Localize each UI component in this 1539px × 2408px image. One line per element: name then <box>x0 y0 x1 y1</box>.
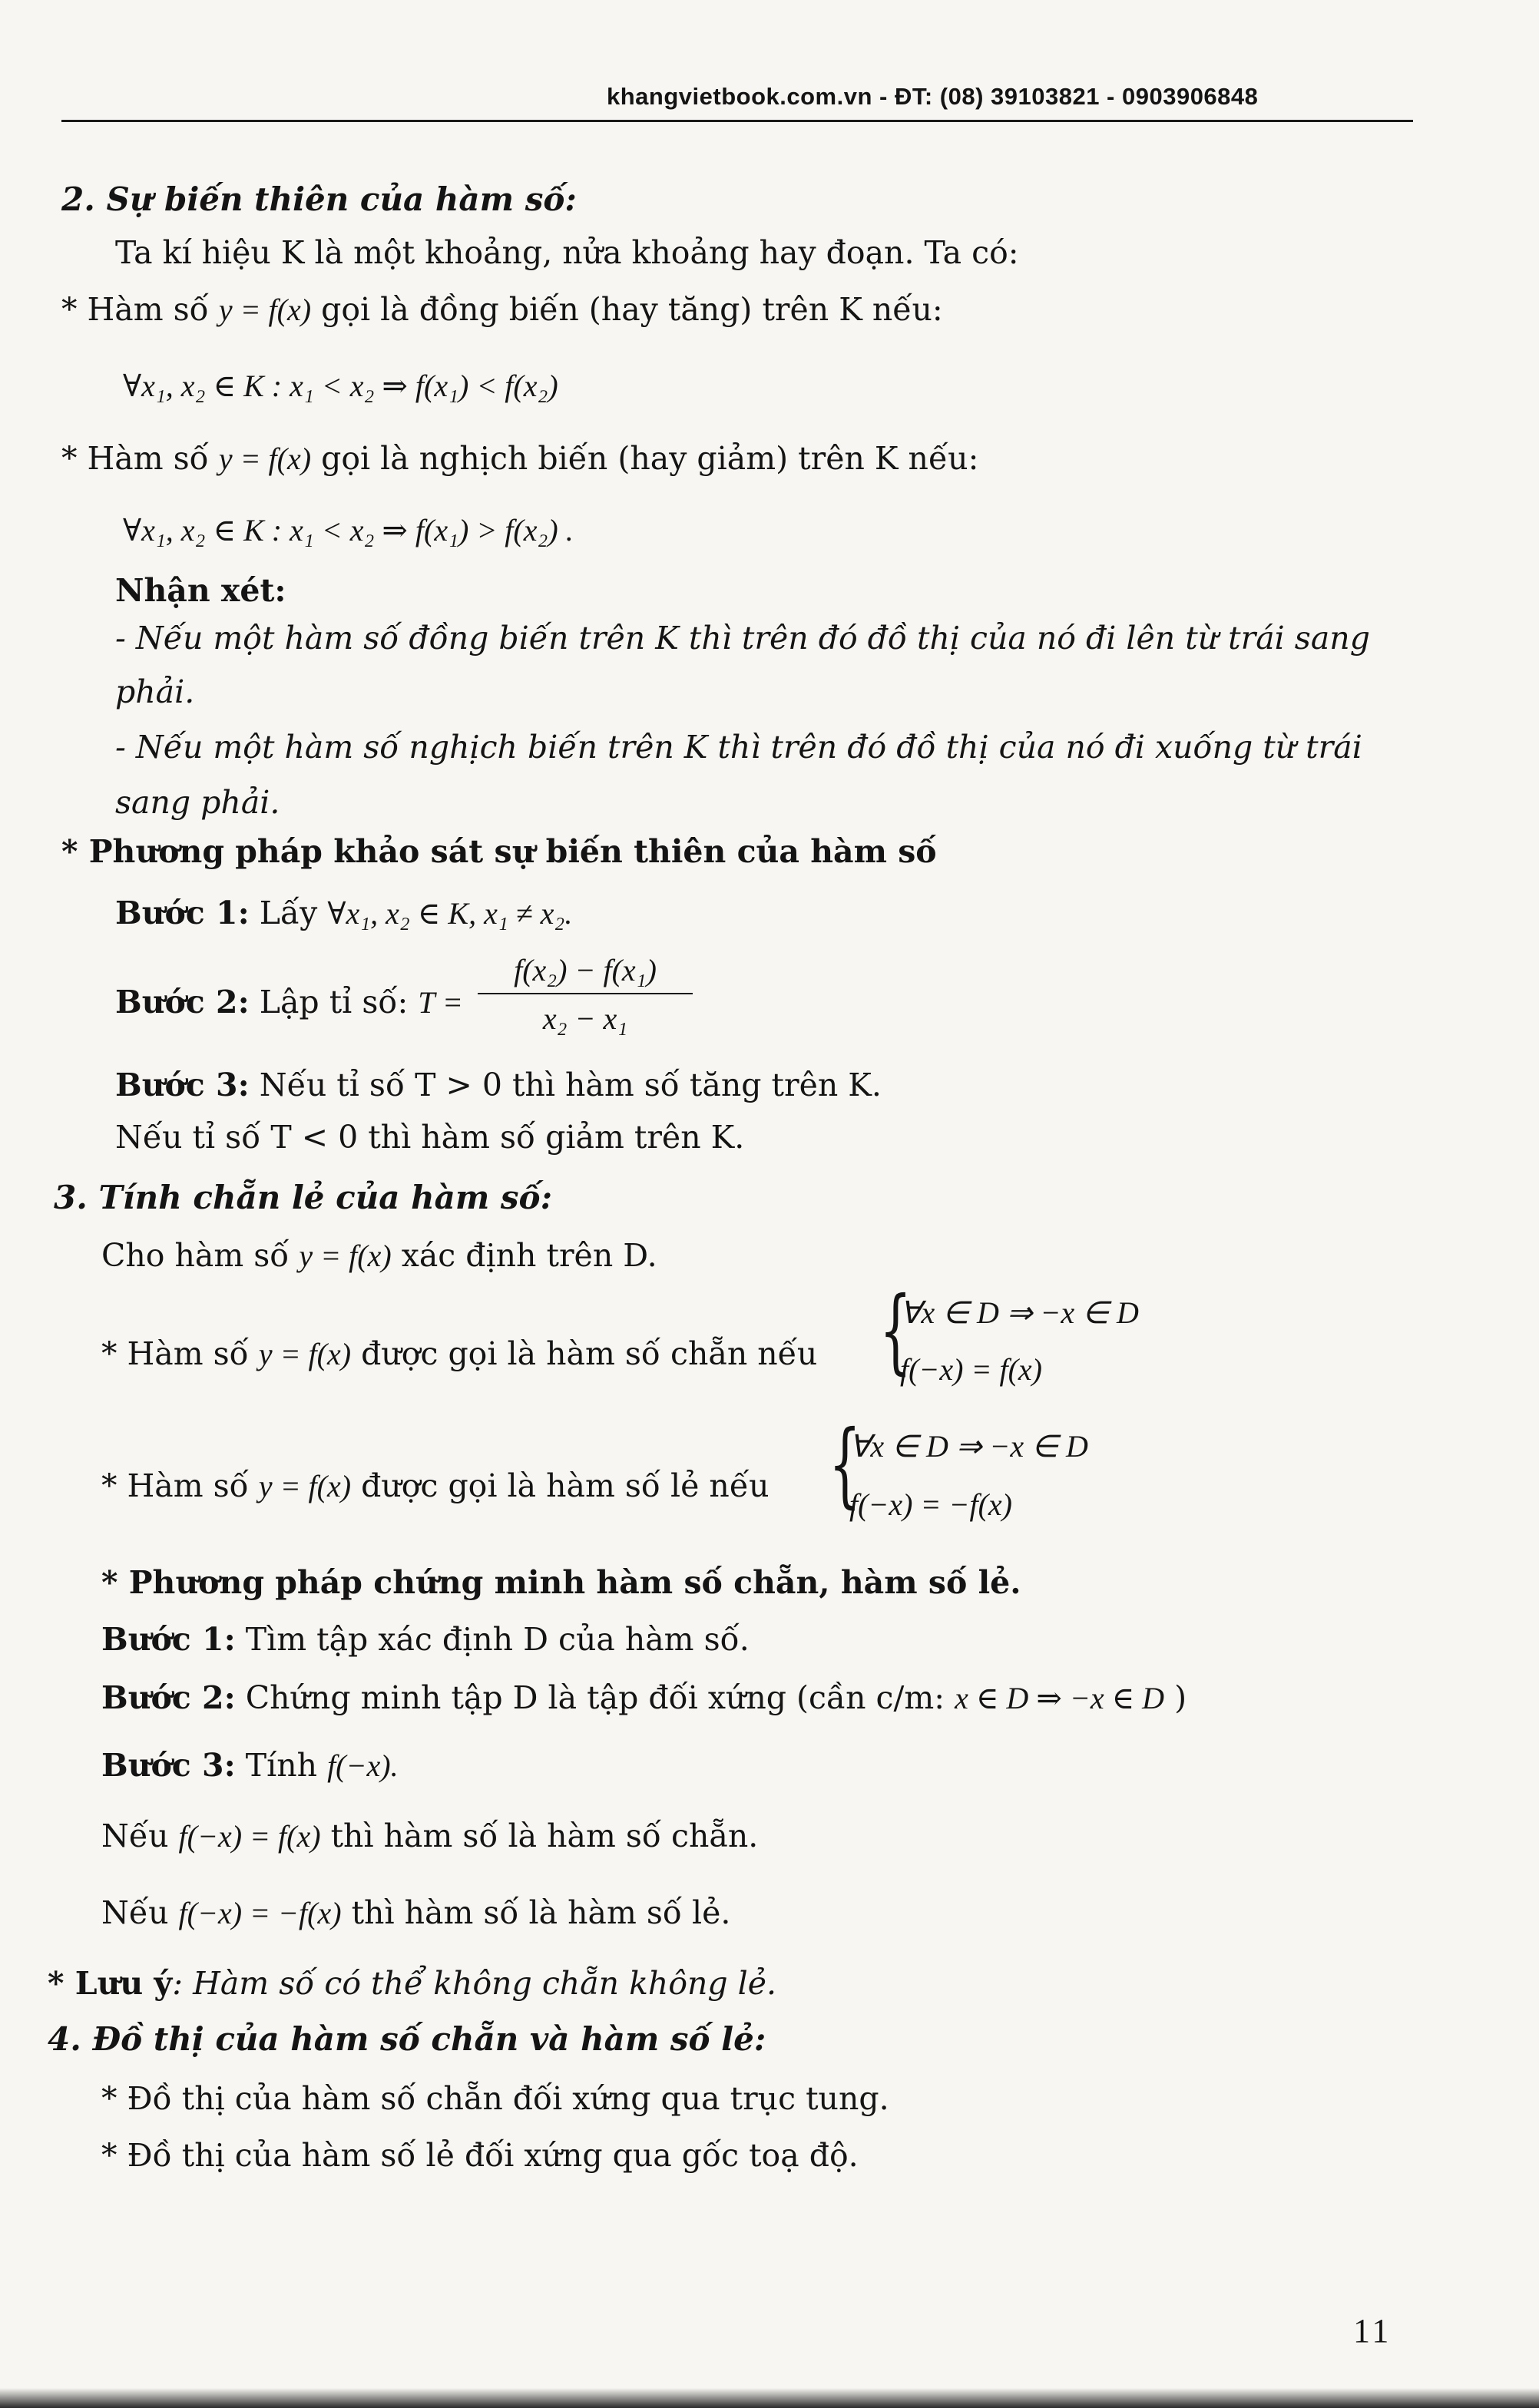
section-2-intro: Ta kí hiệu K là một khoảng, nửa khoảng hay đoạn. Ta có: <box>115 234 1019 271</box>
section-3-title: 3. Tính chẵn lẻ của hàm số: <box>54 1179 553 1216</box>
conclusion-prefix: Nếu <box>101 1894 179 1931</box>
even-definition <box>101 1336 817 1372</box>
step-end: ) <box>1164 1679 1187 1716</box>
page-header: khangvietbook.com.vn - ĐT: (08) 39103821 - 0903906848 <box>607 83 1259 110</box>
remark-2-line-2: sang phải. <box>115 784 280 821</box>
method-2-step-1 <box>101 1622 750 1658</box>
decreasing-prefix: * Hàm số <box>61 440 219 477</box>
method-2-step-3 <box>101 1748 399 1784</box>
fraction-denominator: x₂ − x₁ <box>542 1001 628 1036</box>
odd-definition <box>101 1468 769 1504</box>
method-1-step-1 <box>115 895 572 931</box>
step-text: Nếu tỉ số T > 0 thì hàm số tăng trên K. <box>249 1067 882 1103</box>
conclusion-suffix: thì hàm số là hàm số lẻ. <box>341 1894 731 1931</box>
fraction-numerator: f(x₂) − f(x₁) <box>478 952 693 994</box>
even-prefix: * Hàm số <box>101 1335 259 1372</box>
even-conclusion <box>101 1818 758 1854</box>
method-1-step-2 <box>115 984 463 1020</box>
step-text: Lập tỉ số: <box>249 984 419 1020</box>
step-label: Bước 2: <box>101 1679 236 1716</box>
decreasing-formula: ∀x₁, x₂ ∈ K : x₁ < x₂ ⇒ f(x₁) > f(x₂) . <box>123 513 574 547</box>
increasing-definition <box>61 292 943 328</box>
increasing-function-math: y = f(x) <box>218 293 312 327</box>
ratio-t-label: T = <box>418 985 463 1020</box>
odd-math: y = f(x) <box>258 1469 352 1503</box>
note <box>48 1966 776 2002</box>
even-math: y = f(x) <box>258 1337 352 1371</box>
page-number: 11 <box>1353 2312 1392 2350</box>
even-condition-1: ∀x ∈ D ⇒ −x ∈ D <box>900 1295 1139 1330</box>
step-math: x ∈ D ⇒ −x ∈ D <box>955 1681 1165 1715</box>
method-1-step-3-cont: Nếu tỉ số T < 0 thì hàm số giảm trên K. <box>115 1119 745 1156</box>
decreasing-definition <box>61 441 978 477</box>
step-label: Bước 1: <box>115 895 250 931</box>
section-4-even: * Đồ thị của hàm số chẵn đối xứng qua trục tung. <box>101 2080 889 2117</box>
ratio-fraction <box>478 952 693 1037</box>
step-text: Chứng minh tập D là tập đối xứng (cần c/m: <box>235 1679 955 1716</box>
step-text: Lấy <box>249 895 328 931</box>
section-4-title: 4. Đồ thị của hàm số chẵn và hàm số lẻ: <box>48 2020 766 2058</box>
method-1-step-3 <box>115 1067 882 1103</box>
increasing-prefix: * Hàm số <box>61 291 219 328</box>
step-label: Bước 2: <box>115 984 250 1020</box>
decreasing-suffix: gọi là nghịch biến (hay giảm) trên K nếu: <box>311 440 979 477</box>
step-math: f(−x). <box>327 1748 399 1783</box>
step-label: Bước 3: <box>115 1067 250 1103</box>
section-4-odd: * Đồ thị của hàm số lẻ đối xứng qua gốc toạ độ. <box>101 2137 859 2174</box>
step-text: Tìm tập xác định D của hàm số. <box>235 1621 750 1658</box>
decreasing-function-math: y = f(x) <box>218 442 312 476</box>
even-brace: { <box>879 1278 912 1384</box>
method-2-title: * Phương pháp chứng minh hàm số chẵn, hàm số lẻ. <box>101 1564 1021 1601</box>
intro-suffix: xác định trên D. <box>391 1237 657 1274</box>
step-label: Bước 1: <box>101 1621 236 1658</box>
conclusion-prefix: Nếu <box>101 1818 179 1854</box>
method-1-title: * Phương pháp khảo sát sự biến thiên của hàm số <box>61 833 937 870</box>
remark-1-line-2: phải. <box>115 673 195 710</box>
conclusion-math: f(−x) = −f(x) <box>178 1896 342 1930</box>
even-condition-2: f(−x) = f(x) <box>900 1352 1042 1387</box>
odd-condition-2: f(−x) = −f(x) <box>849 1487 1012 1522</box>
section-2-title: 2. Sự biến thiên của hàm số: <box>61 180 577 218</box>
odd-brace: { <box>829 1411 862 1518</box>
step-label: Bước 3: <box>101 1747 236 1784</box>
odd-prefix: * Hàm số <box>101 1467 259 1504</box>
note-text: : Hàm số có thể không chẵn không lẻ. <box>172 1965 777 2002</box>
remark-2-line-1: - Nếu một hàm số nghịch biến trên K thì trên đó đồ thị của nó đi xuống từ trái <box>115 729 1362 766</box>
odd-suffix: được gọi là hàm số lẻ nếu <box>351 1467 770 1504</box>
intro-math: y = f(x) <box>299 1239 392 1273</box>
conclusion-suffix: thì hàm số là hàm số chẵn. <box>320 1818 759 1854</box>
intro-prefix: Cho hàm số <box>101 1237 300 1274</box>
method-2-step-2 <box>101 1680 1187 1716</box>
conclusion-math: f(−x) = f(x) <box>178 1819 321 1854</box>
section-3-intro <box>101 1238 657 1274</box>
odd-condition-1: ∀x ∈ D ⇒ −x ∈ D <box>849 1429 1088 1464</box>
step-text: Tính <box>235 1747 328 1784</box>
step-math: ∀x₁, x₂ ∈ K, x₁ ≠ x₂. <box>327 896 573 931</box>
remark-title: Nhận xét: <box>115 572 286 609</box>
even-suffix: được gọi là hàm số chẵn nếu <box>351 1335 818 1372</box>
increasing-formula: ∀x₁, x₂ ∈ K : x₁ < x₂ ⇒ f(x₁) < f(x₂) <box>123 369 558 403</box>
note-label: * Lưu ý <box>48 1965 173 2002</box>
increasing-suffix: gọi là đồng biến (hay tăng) trên K nếu: <box>311 291 943 328</box>
odd-conclusion <box>101 1895 730 1931</box>
header-rule <box>61 120 1413 122</box>
page-binding-shadow <box>0 2388 1539 2408</box>
remark-1-line-1: - Nếu một hàm số đồng biến trên K thì trên đó đồ thị của nó đi lên từ trái sang <box>115 620 1370 657</box>
